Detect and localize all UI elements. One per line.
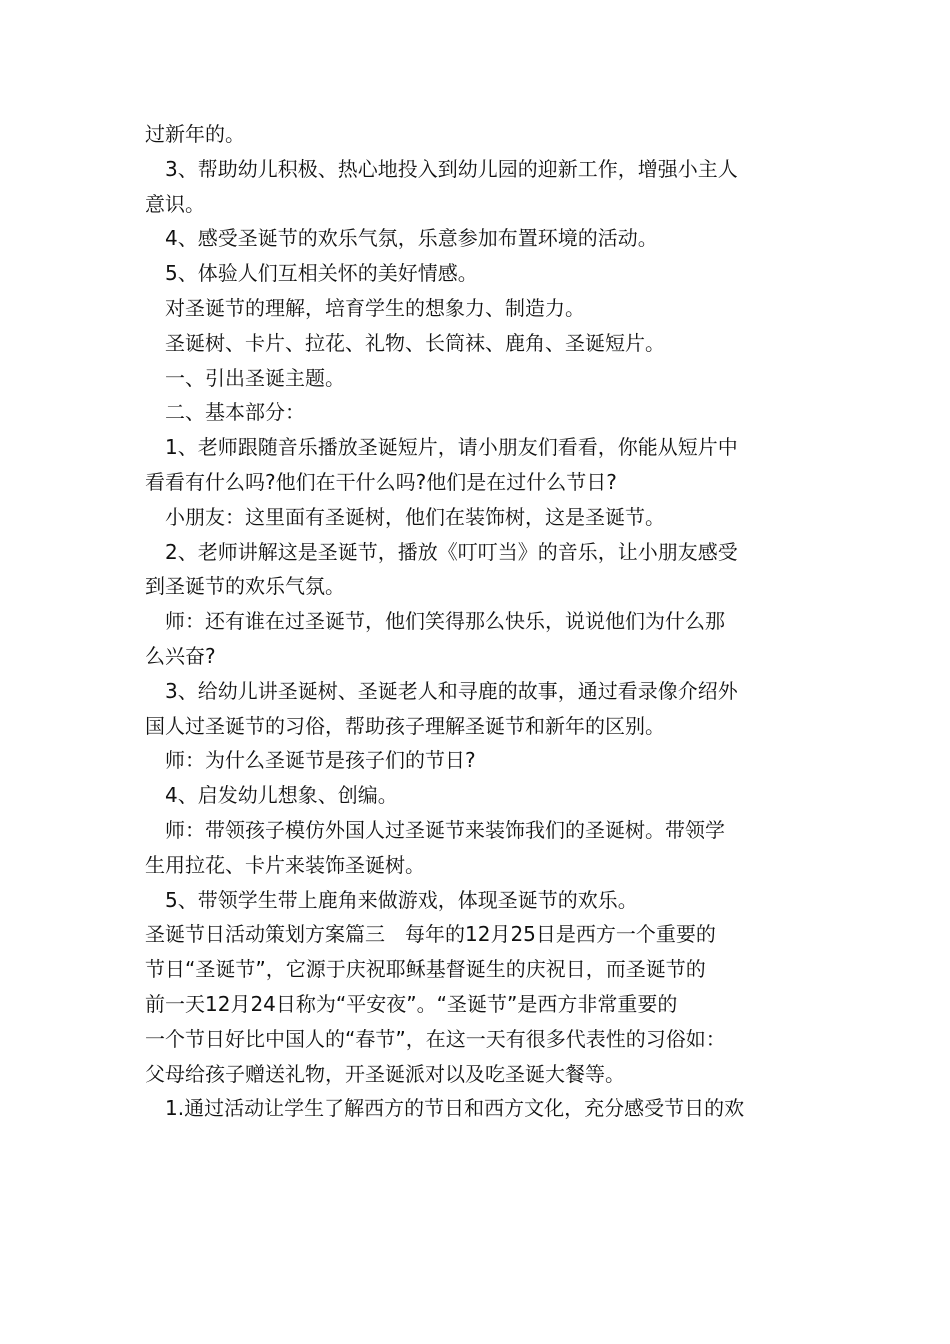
- text-line: 意识。: [145, 191, 205, 216]
- text-line: 圣诞树、卡片、拉花、礼物、长筒袜、鹿角、圣诞短片。: [165, 330, 665, 355]
- text-line: 看看有什么吗?他们在干什么吗?他们是在过什么节日?: [145, 469, 617, 494]
- text-line: 1.通过活动让学生了解西方的节日和西方文化，充分感受节日的欢: [165, 1096, 745, 1121]
- text-line: 到圣诞节的欢乐气氛。: [145, 574, 345, 599]
- text-line: 小朋友：这里面有圣诞树，他们在装饰树，这是圣诞节。: [165, 504, 665, 529]
- text-line: 父母给孩子赠送礼物，开圣诞派对以及吃圣诞大餐等。: [145, 1061, 625, 1086]
- text-line: 5、体验人们互相关怀的美好情感。: [165, 261, 478, 286]
- text-line: 4、感受圣诞节的欢乐气氛，乐意参加布置环境的活动。: [165, 226, 658, 251]
- text-line: 1、老师跟随音乐播放圣诞短片，请小朋友们看看，你能从短片中: [165, 435, 738, 460]
- text-line: 2、老师讲解这是圣诞节，播放《叮叮当》的音乐，让小朋友感受: [165, 539, 738, 564]
- text-line: 前一天12月24日称为“平安夜”。“圣诞节”是西方非常重要的: [145, 991, 678, 1016]
- text-line: 么兴奋?: [145, 643, 216, 668]
- text-line: 师：带领孩子模仿外国人过圣诞节来装饰我们的圣诞树。带领学: [165, 817, 725, 842]
- text-line: 节日“圣诞节”，它源于庆祝耶稣基督诞生的庆祝日，而圣诞节的: [145, 957, 706, 982]
- text-line: 国人过圣诞节的习俗，帮助孩子理解圣诞节和新年的区别。: [145, 713, 665, 738]
- text-line: 3、给幼儿讲圣诞树、圣诞老人和寻鹿的故事，通过看录像介绍外: [165, 678, 738, 703]
- text-line: 4、启发幼儿想象、创编。: [165, 783, 398, 808]
- text-line: 过新年的。: [145, 122, 245, 146]
- text-line: 师：为什么圣诞节是孩子们的节日?: [165, 748, 476, 773]
- document-body: [145, 117, 815, 1126]
- text-line: 师：还有谁在过圣诞节，他们笑得那么快乐，说说他们为什么那: [165, 609, 725, 634]
- text-line: 二、基本部分：: [165, 400, 305, 425]
- text-line: 3、帮助幼儿积极、热心地投入到幼儿园的迎新工作，增强小主人: [165, 156, 738, 181]
- text-line: 一、引出圣诞主题。: [165, 365, 345, 390]
- text-line: 一个节日好比中国人的“春节”，在这一天有很多代表性的习俗如：: [145, 1026, 726, 1051]
- text-line: 对圣诞节的理解，培育学生的想象力、制造力。: [165, 295, 585, 320]
- text-line: 5、带领学生带上鹿角来做游戏，体现圣诞节的欢乐。: [165, 887, 638, 912]
- text-line: 圣诞节日活动策划方案篇三 每年的12月25日是西方一个重要的: [145, 922, 716, 947]
- text-line: 生用拉花、卡片来装饰圣诞树。: [145, 852, 425, 877]
